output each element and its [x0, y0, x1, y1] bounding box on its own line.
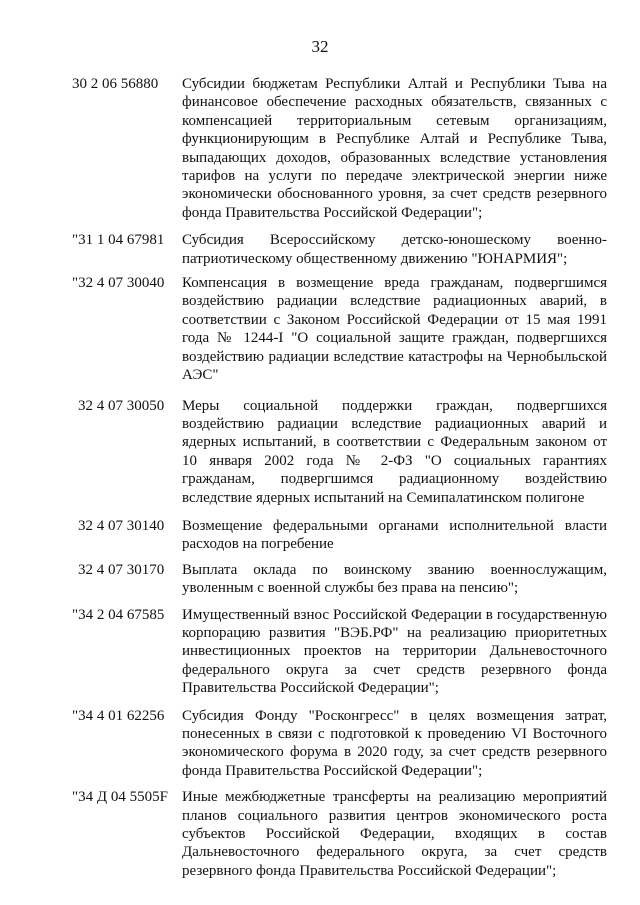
budget-code: "32 4 07 30040	[72, 275, 165, 292]
list-item	[72, 707, 607, 781]
item-description: Выплата оклада по воинскому званию военнослужащим, уволенным с военной службы без права на пенсию";	[182, 561, 607, 597]
budget-code: "34 2 04 67585	[72, 606, 165, 623]
list-item	[72, 561, 607, 598]
budget-code: 32 4 07 30170	[78, 561, 165, 578]
list-item	[72, 397, 607, 507]
budget-code: "34 4 01 62256	[72, 707, 165, 724]
item-description: Субсидии бюджетам Республики Алтай и Республики Тыва на финансовое обеспечение расходных обязательств, связанных с компенсацией территориальным сетевым организациям, функционирующим в Республике Алтай и Республике Тыва, выпадающих доходов, образованных вследствие установления тарифов на услуги по передаче электрической энергии ниже экономически обоснованного уровня, за счет средств резервного фонда Правительства Российской Федерации";	[182, 76, 607, 221]
list-item	[72, 517, 607, 554]
budget-code: "31 1 04 67981	[72, 232, 165, 249]
item-description: Возмещение федеральными органами исполнительной власти расходов на погребение	[182, 517, 607, 553]
budget-code: "34 Д 04 5505F	[72, 789, 168, 806]
list-item	[72, 231, 607, 268]
budget-code: 32 4 07 30050	[78, 397, 165, 414]
budget-classification-list	[72, 75, 607, 886]
list-item	[72, 274, 607, 384]
list-item	[72, 75, 607, 222]
budget-code: 32 4 07 30140	[78, 517, 165, 534]
budget-code: 30 2 06 56880	[72, 76, 159, 92]
item-description: Субсидия Всероссийскому детско-юношескому военно-патриотическому общественному движению "ЮНАРМИЯ";	[182, 232, 607, 267]
item-description: Имущественный взнос Российской Федерации в государственную корпорацию развития "ВЭБ.РФ" на реализацию приоритетных инвестиционных проектов на территории Дальневосточного федерального округа за счет средств резервного фонда Правительства Российской Федерации";	[182, 606, 607, 697]
item-description: Субсидия Фонду "Росконгресс" в целях возмещения затрат, понесенных в связи с подготовкой к проведению VI Восточного экономического форума в 2020 году, за счет средств резервного фонда Правительства Российской Федерации";	[182, 707, 607, 779]
item-description: Компенсация в возмещение вреда гражданам, подвергшимся воздействию радиации вследствие радиационных аварий, в соответствии с Законом Российской Федерации от 15 мая 1991 года № 1244-I "О социальной защите граждан, подвергшихся воздействию радиации вследствие катастрофы на Чернобыльской АЭС"	[182, 275, 607, 384]
list-item	[72, 788, 607, 880]
page-number: 32	[311, 37, 329, 56]
item-description: Меры социальной поддержки граждан, подвергшихся воздействию радиации вследствие радиационных аварий и ядерных испытаний, в соответствии с Федеральным законом от 10 января 2002 года № 2-ФЗ "О социальных гарантиях гражданам, подвергшимся радиационному воздействию вследствие ядерных испытаний на Семипалатинском полигоне	[182, 397, 607, 506]
list-item	[72, 606, 607, 698]
item-description: Иные межбюджетные трансферты на реализацию мероприятий планов социального развития центров экономического роста субъектов Российской Федерации, входящих в состав Дальневосточного федерального округа, за счет средств резервного фонда Правительства Российской Федерации";	[182, 789, 607, 879]
